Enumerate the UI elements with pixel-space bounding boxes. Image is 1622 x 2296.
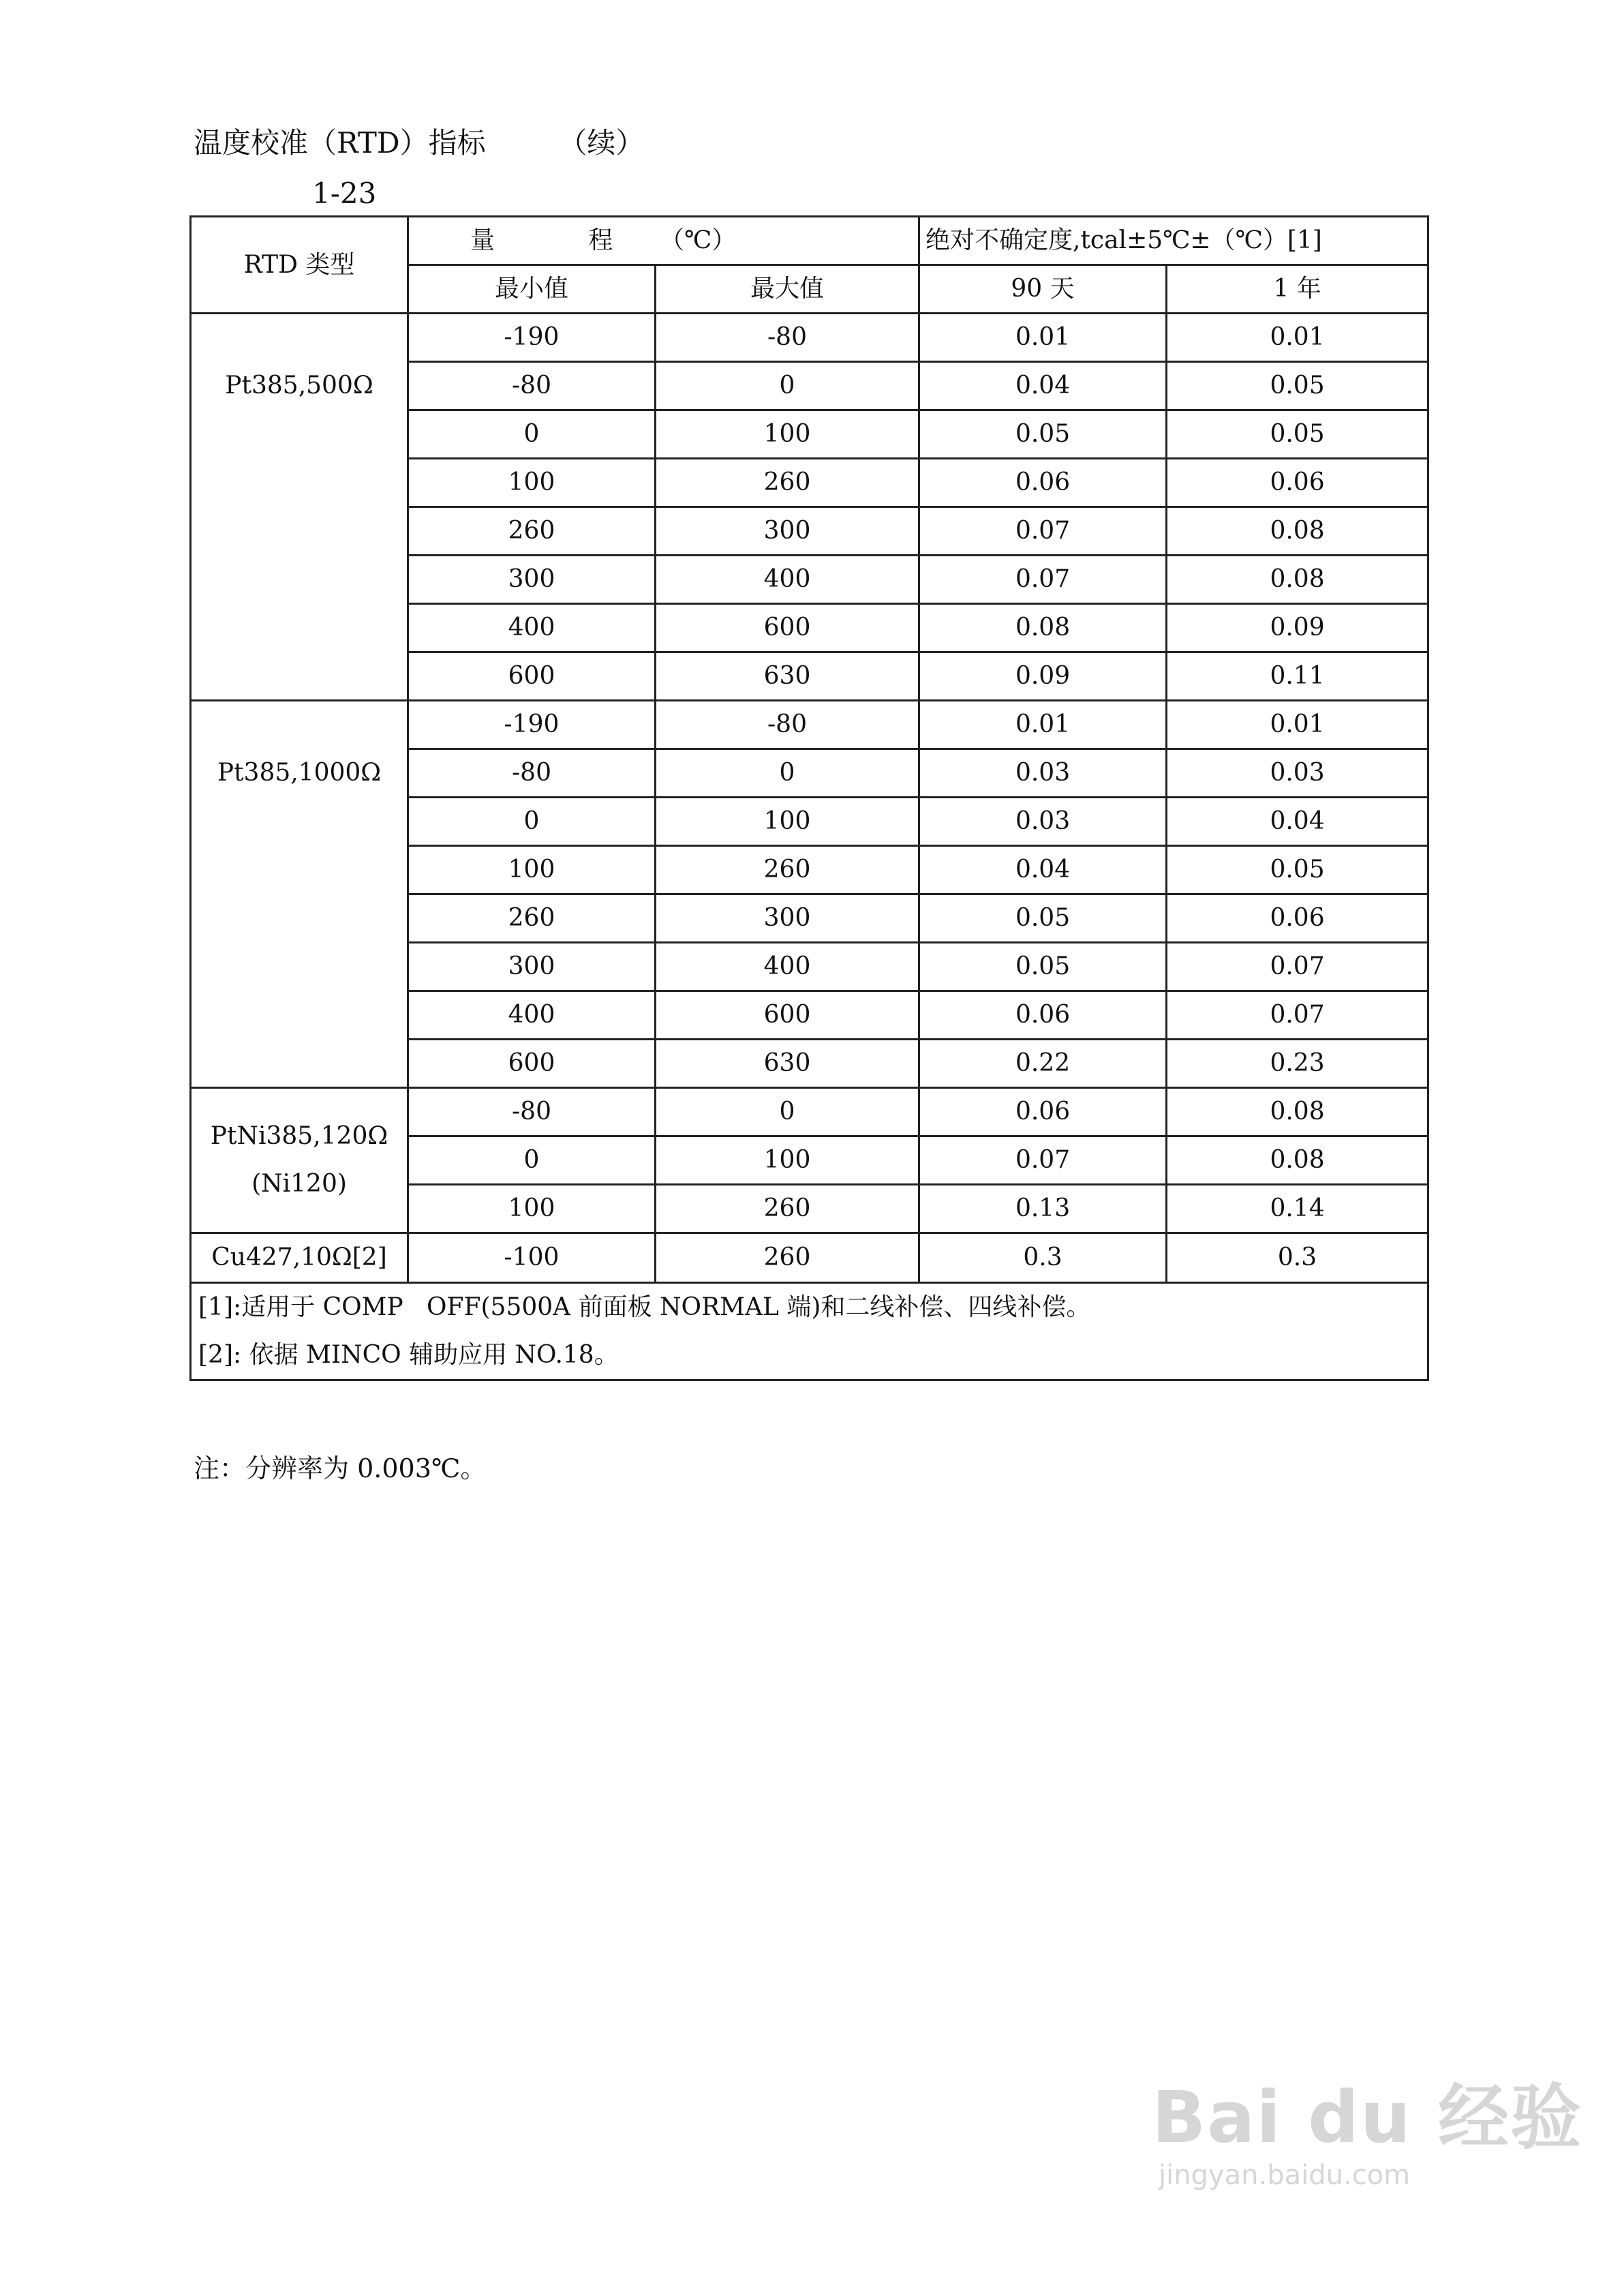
one-year-cell: 0.3 <box>1167 1233 1428 1283</box>
rtd-type-label: Cu427,10Ω[2] <box>211 1243 387 1271</box>
rtd-spec-table <box>189 215 1429 1381</box>
ninety-day-cell: 0.07 <box>919 1136 1167 1185</box>
min-value-cell: -100 <box>408 1233 656 1283</box>
ninety-day-cell: 0.01 <box>919 701 1167 749</box>
ninety-day-cell: 0.01 <box>919 314 1167 362</box>
ninety-day-cell: 0.05 <box>919 894 1167 943</box>
min-value-cell: 100 <box>408 1185 656 1233</box>
ninety-day-cell: 0.03 <box>919 798 1167 846</box>
rtd-type-cell <box>191 1088 408 1233</box>
one-year-cell: 0.06 <box>1167 459 1428 507</box>
min-value-cell: -190 <box>408 314 656 362</box>
one-year-cell: 0.14 <box>1167 1185 1428 1233</box>
watermark-url: jingyan.baidu.com <box>1159 2160 1411 2191</box>
rtd-type-cell <box>191 701 408 1088</box>
max-value-cell: 260 <box>656 846 919 894</box>
max-value-cell: 100 <box>656 1136 919 1185</box>
one-year-cell: 0.05 <box>1167 410 1428 459</box>
min-value-cell: 400 <box>408 991 656 1040</box>
ninety-day-cell: 0.07 <box>919 507 1167 556</box>
one-year-cell: 0.08 <box>1167 1088 1428 1136</box>
table-row <box>191 314 1428 362</box>
header-row-1 <box>191 217 1428 265</box>
max-value-header: 最大值 <box>656 265 919 314</box>
watermark-logo <box>1152 2076 1582 2158</box>
max-value-cell: -80 <box>656 701 919 749</box>
min-value-cell: 300 <box>408 943 656 991</box>
ninety-day-cell: 0.03 <box>919 749 1167 798</box>
resolution-note: 注：分辨率为 0.003℃。 <box>194 1453 487 1483</box>
ninety-day-cell: 0.07 <box>919 556 1167 604</box>
rtd-type-label: PtNi385,120Ω <box>210 1122 388 1150</box>
max-value-cell: 400 <box>656 943 919 991</box>
ninety-day-cell: 0.3 <box>919 1233 1167 1283</box>
one-year-cell: 0.23 <box>1167 1040 1428 1088</box>
one-year-cell: 0.05 <box>1167 846 1428 894</box>
uncertainty-header: 绝对不确定度,tcal±5℃±（℃）[1] <box>919 217 1428 265</box>
max-value-cell: 0 <box>656 1088 919 1136</box>
min-value-cell: 0 <box>408 1136 656 1185</box>
watermark-logo-text: Bai du 经验 <box>1152 2076 1582 2159</box>
one-year-cell: 0.08 <box>1167 507 1428 556</box>
rtd-type-cell <box>191 1233 408 1283</box>
max-value-cell: 400 <box>656 556 919 604</box>
one-year-cell: 0.08 <box>1167 556 1428 604</box>
one-year-cell: 0.05 <box>1167 362 1428 410</box>
one-year-cell: 0.07 <box>1167 991 1428 1040</box>
rtd-type-label: Pt385,1000Ω <box>217 759 382 787</box>
max-value-cell: 100 <box>656 798 919 846</box>
min-value-cell: 260 <box>408 894 656 943</box>
one-year-cell: 0.04 <box>1167 798 1428 846</box>
ninety-day-cell: 0.06 <box>919 459 1167 507</box>
ninety-day-cell: 0.04 <box>919 362 1167 410</box>
one-year-cell: 0.07 <box>1167 943 1428 991</box>
min-value-cell: -80 <box>408 362 656 410</box>
min-value-cell: 600 <box>408 652 656 701</box>
table-row <box>191 1233 1428 1283</box>
min-value-header: 最小值 <box>408 265 656 314</box>
max-value-cell: 630 <box>656 652 919 701</box>
rtd-type-cell <box>191 314 408 701</box>
max-value-cell: -80 <box>656 314 919 362</box>
one-year-cell: 0.11 <box>1167 652 1428 701</box>
one-year-cell: 0.01 <box>1167 314 1428 362</box>
ninety-day-cell: 0.13 <box>919 1185 1167 1233</box>
ninety-day-header: 90 天 <box>919 265 1167 314</box>
max-value-cell: 260 <box>656 1233 919 1283</box>
max-value-cell: 300 <box>656 507 919 556</box>
min-value-cell: 0 <box>408 798 656 846</box>
min-value-cell: -80 <box>408 1088 656 1136</box>
rtd-type-header: RTD 类型 <box>191 217 408 314</box>
spec-body <box>191 314 1428 1283</box>
ninety-day-cell: 0.06 <box>919 1088 1167 1136</box>
table-row <box>191 701 1428 749</box>
min-value-cell: 0 <box>408 410 656 459</box>
table-row <box>191 1088 1428 1136</box>
max-value-cell: 260 <box>656 1185 919 1233</box>
ninety-day-cell: 0.05 <box>919 410 1167 459</box>
document-title: 温度校准（RTD）指标 （续） <box>194 126 645 160</box>
one-year-cell: 0.08 <box>1167 1136 1428 1185</box>
max-value-cell: 0 <box>656 749 919 798</box>
ninety-day-cell: 0.05 <box>919 943 1167 991</box>
ninety-day-cell: 0.09 <box>919 652 1167 701</box>
footnote-1: [1]:适用于 COMP OFF(5500A 前面板 NORMAL 端)和二线补偿、四线补偿。 <box>198 1293 1091 1321</box>
min-value-cell: 100 <box>408 459 656 507</box>
max-value-cell: 260 <box>656 459 919 507</box>
min-value-cell: 600 <box>408 1040 656 1088</box>
max-value-cell: 630 <box>656 1040 919 1088</box>
baidu-watermark <box>1152 2076 1582 2192</box>
one-year-header: 1 年 <box>1167 265 1428 314</box>
rtd-type-label-line2: (Ni120) <box>251 1170 347 1198</box>
table-number: 1-23 <box>312 177 377 210</box>
range-header: 量 程 （℃） <box>408 217 919 265</box>
one-year-cell: 0.06 <box>1167 894 1428 943</box>
one-year-cell: 0.03 <box>1167 749 1428 798</box>
min-value-cell: 400 <box>408 604 656 652</box>
max-value-cell: 600 <box>656 604 919 652</box>
one-year-cell: 0.09 <box>1167 604 1428 652</box>
min-value-cell: -80 <box>408 749 656 798</box>
min-value-cell: 100 <box>408 846 656 894</box>
ninety-day-cell: 0.22 <box>919 1040 1167 1088</box>
max-value-cell: 0 <box>656 362 919 410</box>
ninety-day-cell: 0.04 <box>919 846 1167 894</box>
ninety-day-cell: 0.06 <box>919 991 1167 1040</box>
footnote-row <box>191 1283 1428 1380</box>
max-value-cell: 600 <box>656 991 919 1040</box>
max-value-cell: 100 <box>656 410 919 459</box>
one-year-cell: 0.01 <box>1167 701 1428 749</box>
rtd-type-label: Pt385,500Ω <box>225 372 373 399</box>
min-value-cell: -190 <box>408 701 656 749</box>
max-value-cell: 300 <box>656 894 919 943</box>
min-value-cell: 300 <box>408 556 656 604</box>
footnote-2: [2]: 依据 MINCO 辅助应用 NO.18。 <box>198 1341 619 1369</box>
min-value-cell: 260 <box>408 507 656 556</box>
ninety-day-cell: 0.08 <box>919 604 1167 652</box>
footnotes <box>191 1283 1428 1380</box>
